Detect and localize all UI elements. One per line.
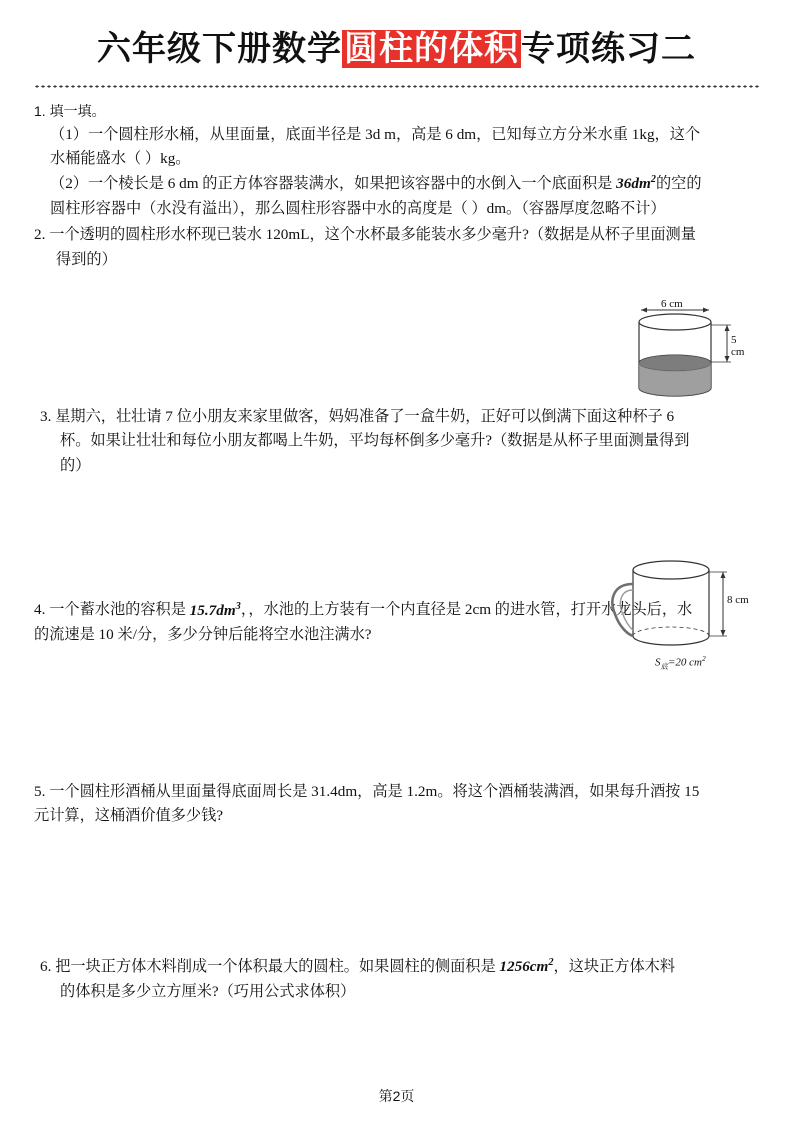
question-1 <box>34 100 759 221</box>
q1-2-text-b: 的空的 <box>655 175 702 193</box>
page-number: 第2页 <box>378 1088 415 1104</box>
answer-space-5 <box>34 831 759 955</box>
question-3 <box>34 405 759 479</box>
figure-water-cup <box>631 300 751 415</box>
question-3-line1: 3. 星期六，壮壮请 7 位小朋友来家里做客，妈妈准备了一盒牛奶，正好可以倒满下面这种杯子 6 <box>40 407 675 425</box>
page-footer <box>0 1086 793 1106</box>
question-4-line2: 的流速是 10 米/分，多少分钟后能将空水池注满水? <box>34 626 372 644</box>
q4-expression: $15.7dm^3$ <box>189 600 241 619</box>
milk-mug-drawing <box>609 548 749 668</box>
question-1-1-line1: （1）一个圆柱形水桶，从里面量，底面半径是 3d m，高是 6 dm，已知每立方分米水重 1kg，这个 <box>50 125 701 143</box>
cup-width-label: 6 cm <box>661 298 683 310</box>
q6-text-a: 6. 把一块正方体木料削成一个体积最大的圆柱。如果圆柱的侧面积是 <box>40 958 500 976</box>
question-3-line3: 的） <box>60 456 91 474</box>
title-after: 专项练习二 <box>521 30 696 68</box>
question-1-heading: 1. 填一填。 <box>34 103 106 120</box>
figure-milk-mug <box>609 548 749 673</box>
question-2-line1: 2. 一个透明的圆柱形水杯现已装水 120mL，这个水杯最多能装水多少毫升?（数据是从杯子里面测量 <box>34 226 696 244</box>
question-6-line2: 的体积是多少立方厘米?（巧用公式求体积） <box>60 982 356 1000</box>
question-5-line1: 5. 一个圆柱形酒桶从里面量得底面周长是 31.4dm，高是 1.2m。将这个酒桶装满酒，如果每升酒按 15 <box>34 782 700 800</box>
mug-height-label: 8 cm <box>727 594 749 606</box>
q4-text-b: ，，水池的上方装有一个内直径是 2cm 的进水管，打开水龙头后，水 <box>240 601 693 619</box>
question-1-2-line1 <box>34 172 759 197</box>
question-5 <box>34 780 759 829</box>
question-2-line2: 得到的） <box>56 250 117 268</box>
mug-base-area-label: $S_底=20$ $cm^2$ <box>655 654 706 671</box>
question-5-line2: 元计算，这桶酒价值多少钱? <box>34 807 223 825</box>
question-2 <box>34 223 759 272</box>
q4-text-a: 4. 一个蓄水池的容积是 <box>34 601 190 619</box>
page-title <box>34 0 759 69</box>
divider-dotted <box>34 85 759 88</box>
q6-expression: $1256cm^2$ <box>499 957 554 976</box>
question-3-line2: 杯。如果让壮壮和每位小朋友都喝上牛奶，平均每杯倒多少毫升?（数据是从杯子里面测量得到 <box>60 432 690 450</box>
question-6 <box>34 955 759 1004</box>
q6-text-b: ，这块正方体木料 <box>553 958 676 976</box>
question-1-1-line2: 水桶能盛水（ ）kg。 <box>50 150 191 168</box>
title-highlight: 圆柱的体积 <box>344 30 519 68</box>
title-before: 六年级下册数学 <box>97 30 342 68</box>
cup-height-label: 5 cm <box>731 334 745 358</box>
question-6-line1 <box>34 955 759 980</box>
q1-2-expression: $36dm^2$ <box>616 174 656 193</box>
question-1-2-line2: 圆柱形容器中（水没有溢出），那么圆柱形容器中水的高度是（ ）dm。（容器厚度忽略不计） <box>50 199 666 217</box>
q1-2-text-a: （2）一个棱长是 6 dm 的正方体容器装满水，如果把该容器中的水倒入一个底面积是 <box>50 175 617 193</box>
